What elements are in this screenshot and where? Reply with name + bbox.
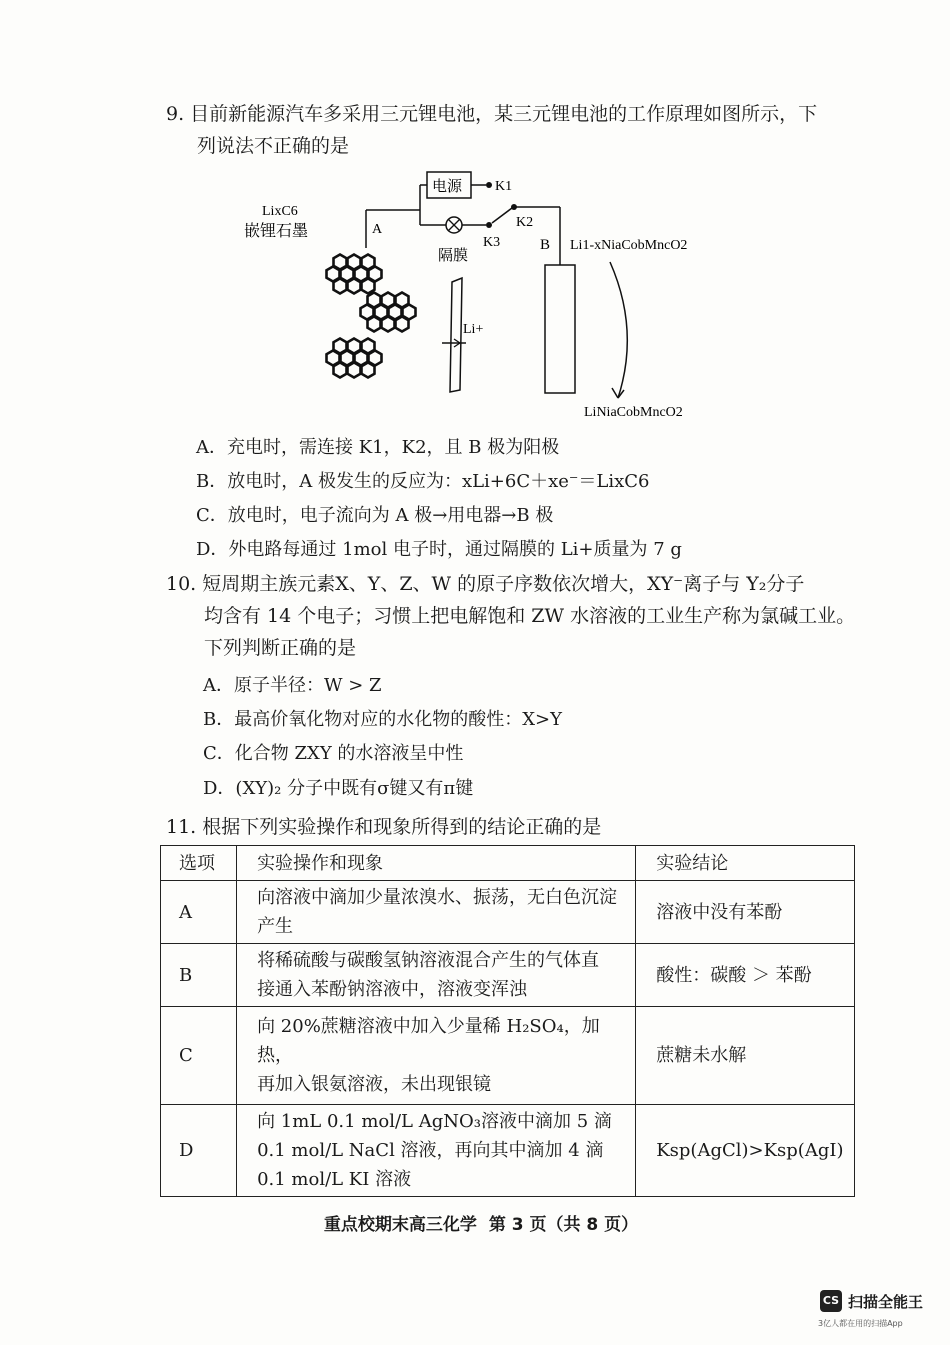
table-row [161, 1007, 855, 1105]
graphite-hexagon [348, 279, 361, 294]
k1-terminal [486, 182, 492, 188]
cathode-formula-top: Li1-xNiaCobMncO2 [570, 238, 688, 253]
anode-formula: LixC6 [262, 204, 298, 219]
q9-option-d: D．外电路每通过 1mol 电子时，通过隔膜的 Li+质量为 7 g [196, 539, 682, 560]
k1-label: K1 [495, 179, 513, 194]
graphite-hexagon [362, 279, 375, 294]
cathode-formula-bottom: LiNiaCobMncO2 [584, 405, 683, 420]
row-conclusion: 酸性：碳酸 ＞ 苯酚 [636, 944, 855, 1007]
operation-line: 向 1mL 0.1 mol/L AgNO₃溶液中滴加 5 滴 [257, 1111, 612, 1132]
header-conclusion: 实验结论 [636, 846, 855, 881]
q10-stem-line3: 下列判断正确的是 [204, 637, 357, 659]
operation-line: 再加入银氨溶液，未出现银镜 [257, 1074, 492, 1095]
row-option: C [161, 1007, 237, 1105]
q10-option-c: C．化合物 ZXY 的水溶液呈中性 [203, 743, 464, 764]
q11-stem: 11. 根据下列实验操作和现象所得到的结论正确的是 [166, 816, 602, 838]
graphite-hexagon [348, 363, 361, 378]
k3-terminal [486, 222, 492, 228]
q10-option-a: A．原子半径：W > Z [203, 675, 382, 696]
operation-line: 接通入苯酚钠溶液中，溶液变浑浊 [257, 979, 528, 1000]
row-operation [237, 944, 636, 1007]
scanner-name: 扫描全能王 [848, 1292, 924, 1311]
table-row [161, 1105, 855, 1197]
graphite-hexagon [368, 317, 381, 332]
row-operation [237, 1007, 636, 1105]
row-option: A [161, 881, 237, 944]
membrane-label: 隔膜 [438, 248, 469, 264]
q9-stem-line2: 列说法不正确的是 [197, 135, 350, 157]
table-row [161, 881, 855, 944]
table-header-row [161, 846, 855, 881]
row-option: B [161, 944, 237, 1007]
operation-line: 0.1 mol/L KI 溶液 [257, 1169, 412, 1190]
q10-option-b: B．最高价氧化物对应的水化物的酸性：X>Y [203, 709, 563, 730]
operation-line: 向溶液中滴加少量浓溴水、振荡，无白色沉淀 [257, 887, 618, 908]
operation-line: 向 20%蔗糖溶液中加入少量稀 H₂SO₄，加热， [257, 1016, 600, 1066]
q10-stem-line2: 均含有 14 个电子；习惯上把电解饱和 ZW 水溶液的工业生产称为氯碱工业。 [204, 605, 856, 627]
scanner-subtitle: 3亿人都在用的扫描App [818, 1319, 903, 1328]
graphite-hexagon [334, 363, 347, 378]
power-source-label: 电源 [432, 179, 463, 195]
switch-arm [492, 208, 512, 223]
graphite-hexagon [362, 363, 375, 378]
membrane [450, 278, 462, 392]
k2-label: K2 [516, 215, 534, 230]
row-operation [237, 881, 636, 944]
footer-title: 重点校期末高三化学 [323, 1215, 477, 1235]
experiment-table [160, 845, 855, 1197]
row-operation [237, 1105, 636, 1197]
q9-stem-line1: 9. 目前新能源汽车多采用三元锂电池，某三元锂电池的工作原理如图所示，下 [166, 103, 818, 125]
graphite-hexagon [334, 279, 347, 294]
electrode-a-label: A [372, 222, 383, 237]
graphite-anode [327, 255, 416, 378]
footer-page: 第 3 页（共 8 页） [488, 1215, 639, 1235]
row-conclusion: 蔗糖未水解 [636, 1007, 855, 1105]
operation-line: 将稀硫酸与碳酸氢钠溶液混合产生的气体直 [257, 950, 600, 971]
electrode-b [545, 265, 575, 393]
q10-option-d: D．(XY)₂ 分子中既有σ键又有π键 [203, 778, 474, 799]
scanner-watermark [820, 1290, 923, 1312]
graphite-hexagon [396, 317, 409, 332]
header-option: 选项 [161, 846, 237, 881]
reaction-arrow [610, 262, 627, 398]
row-conclusion: Ksp(AgCl)>Ksp(AgI) [636, 1105, 855, 1197]
page-footer [0, 1210, 950, 1235]
row-option: D [161, 1105, 237, 1197]
scanner-logo-icon: CS [820, 1290, 842, 1312]
question-11 [166, 811, 866, 843]
header-operation: 实验操作和现象 [237, 846, 636, 881]
anode-label: 嵌锂石墨 [244, 223, 309, 240]
q10-stem-line1: 10. 短周期主族元素X、Y、Z、W 的原子序数依次增大，XY⁻离子与 Y₂分子 [166, 573, 805, 595]
row-conclusion: 溶液中没有苯酚 [636, 881, 855, 944]
operation-line: 产生 [257, 916, 294, 937]
li-ion-label: Li+ [463, 322, 484, 337]
operation-line: 0.1 mol/L NaCl 溶液，再向其中滴加 4 滴 [257, 1140, 604, 1161]
k3-label: K3 [483, 235, 501, 250]
table-row [161, 944, 855, 1007]
electrode-b-label: B [540, 237, 551, 253]
question-9 [166, 98, 866, 162]
q9-option-c: C．放电时，电子流向为 A 极→用电器→B 极 [196, 505, 554, 526]
q9-option-b: B．放电时，A 极发生的反应为：xLi+6C＋xe⁻＝LixC6 [196, 471, 650, 492]
q9-option-a: A．充电时，需连接 K1，K2，且 B 极为阳极 [196, 437, 560, 458]
question-10 [166, 568, 866, 664]
graphite-hexagon [382, 317, 395, 332]
